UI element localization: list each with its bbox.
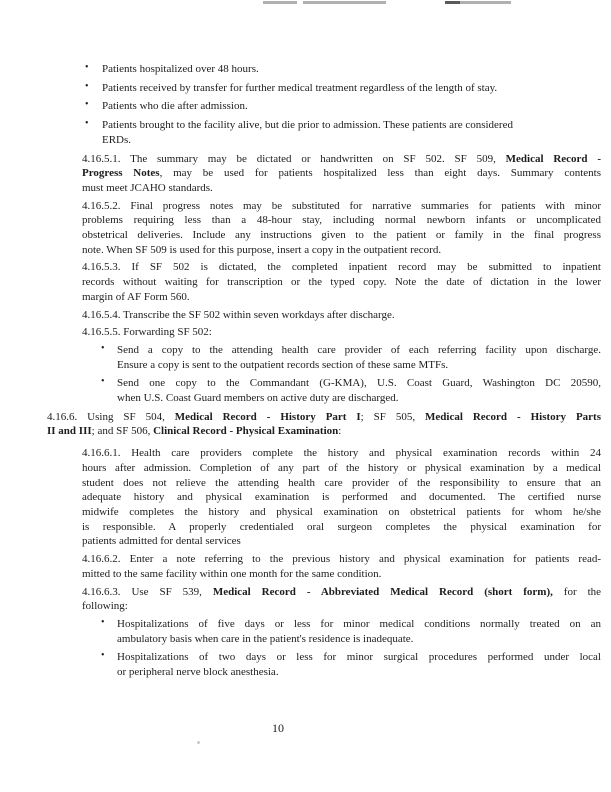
page-number: 10 [272, 721, 284, 735]
bullet-marker: • [85, 99, 89, 111]
text-line: adequate history and physical examination is performed and documented. The certified nurse [82, 491, 601, 504]
text-line: records without waiting for transcription or the typed copy. Note the date of dictation in the lower [82, 276, 601, 289]
text-line: problems requiring less than a 48-hour stay, including normal newborn infants or uncomplicated [82, 214, 601, 227]
bullet-marker: • [85, 62, 89, 73]
bold-text: Medical Record - [505, 152, 602, 165]
text-line: when U.S. Coast Guard members on active duty are discharged. [117, 392, 399, 405]
list-item [83, 99, 601, 114]
paragraph [47, 410, 601, 439]
text-line: 4.16.5.4. Transcribe the SF 502 within seven workdays after discharge. [82, 308, 395, 321]
bold-text: Clinical Record - Physical Examination [153, 425, 339, 438]
text-line: 4.16.6.2. Enter a note referring to the previous history and physical examination for patients read- [82, 553, 601, 566]
paragraph [82, 552, 601, 581]
bold-text: Progress Notes [82, 167, 160, 180]
scan-artifact [460, 1, 511, 4]
text-line: ambulatory basis when care in the patient's residence is inadequate. [117, 632, 414, 645]
scan-artifact [197, 741, 200, 744]
paragraph [82, 199, 601, 258]
list-item [99, 617, 601, 646]
text-line: Send a copy to the attending health care provider of each referring facility upon discharge. [117, 343, 601, 356]
list-item [99, 376, 601, 405]
paragraph [82, 152, 601, 196]
text-line: note. When SF 509 is used for this purpose, insert a copy in the outpatient record. [82, 243, 442, 256]
bold-text: Medical Record - History Parts [425, 410, 602, 423]
text-line: hours after admission. Completion of any part of the history or physical examination by a medical [82, 461, 601, 474]
bold-text: Medical Record - History Part I [174, 410, 361, 423]
text-line: ERDs. [102, 133, 132, 146]
scan-artifact [263, 1, 297, 4]
text-line: 4.16.5.2. Final progress notes may be substituted for narrative summaries for patients with minor [82, 199, 601, 212]
text-line: Ensure a copy is sent to the outpatient records section of these same MTFs. [117, 358, 449, 371]
text-line: is responsible. A properly credentialed oral surgeon completes the physical examination for [82, 520, 601, 533]
bullet-marker: • [85, 118, 89, 130]
scan-artifact [303, 1, 386, 4]
document-body [47, 62, 601, 684]
text-line: Patients received by transfer for further medical treatment regardless of the length of stay. [102, 81, 498, 94]
paragraph [82, 308, 601, 323]
text-line: following: [82, 600, 128, 613]
bullet-marker: • [101, 650, 105, 662]
bullet-marker: • [101, 376, 105, 388]
text-line: 4.16.6.3. Use SF 539, Medical Record - Abbreviated Medical Record (short form), for the [82, 585, 602, 598]
text-line: Patients who die after admission. [102, 100, 248, 113]
text-line: mitted to the same facility within one month for the same condition. [82, 567, 382, 580]
paragraph [82, 585, 601, 614]
list-item [83, 118, 601, 147]
list-item [99, 650, 601, 679]
bold-text: II and III [47, 425, 92, 438]
text-line: Send one copy to the Commandant (G-KMA), U.S. Coast Guard, Washington DC 20590, [117, 377, 601, 390]
bullet-marker: • [101, 616, 105, 628]
bold-text: Medical Record - Abbreviated Medical Record (short form), [212, 585, 553, 598]
text-line: 4.16.5.1. The summary may be dictated or handwritten on SF 502. SF 509, Medical Record - [82, 152, 602, 165]
text-line: must meet JCAHO standards. [82, 181, 213, 194]
list-item [83, 62, 601, 77]
paragraph [82, 260, 601, 304]
list-item [83, 81, 601, 96]
scan-artifact [445, 1, 460, 4]
text-line: Progress Notes, may be used for patients hospitalized less than eight days. Summary contents [82, 167, 601, 180]
text-line: 4.16.5.5. Forwarding SF 502: [82, 326, 212, 339]
bullet-marker: • [101, 342, 105, 354]
paragraph [82, 446, 601, 549]
text-line: student does not relieve the attending health care provider of the responsibility to ensure that an [82, 476, 601, 489]
text-line: Hospitalizations of two days or less for minor surgical procedures performed under local [117, 651, 601, 664]
text-line: midwife completes the history and physical examination on obstetrical patients for whom he/she [82, 505, 601, 518]
text-line: 4.16.5.3. If SF 502 is dictated, the completed inpatient record may be submitted to inpatient [82, 261, 601, 274]
text-line: margin of AF Form 560. [82, 290, 190, 303]
text-line: Hospitalizations of five days or less for minor medical conditions normally treated on an [117, 617, 601, 630]
text-line: Patients hospitalized over 48 hours. [102, 63, 259, 75]
text-line: 4.16.6. Using SF 504, Medical Record - History Part I; SF 505, Medical Record - History Parts [47, 410, 602, 423]
bullet-marker: • [85, 80, 89, 92]
text-line: obstetrical deliveries. Include any instructions given to the patient or family in the final progress [82, 229, 601, 242]
list-item [99, 343, 601, 372]
text-line: II and III; and SF 506, Clinical Record - Physical Examination: [47, 425, 342, 438]
text-line: 4.16.6.1. Health care providers complete the history and physical examination records within 24 [82, 447, 601, 460]
text-line: Patients brought to the facility alive, but die prior to admission. These patients are considered [102, 119, 513, 132]
text-line: or peripheral nerve block anesthesia. [117, 666, 279, 679]
text-line: patients admitted for dental services [82, 535, 241, 548]
paragraph [82, 325, 601, 340]
